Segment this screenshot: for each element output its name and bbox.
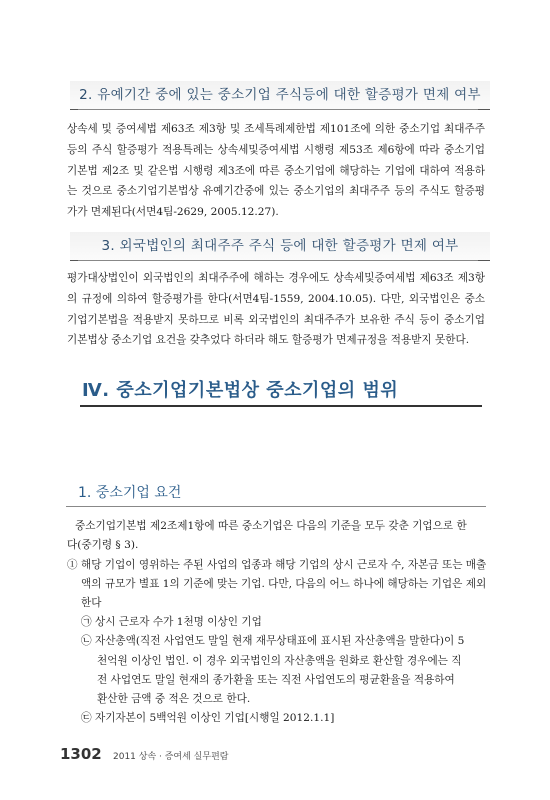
subsection-heading-1: 1. 중소기업 요건 (78, 485, 182, 501)
heading-underline (78, 109, 478, 110)
subsection-underline (66, 506, 486, 507)
sub-item-b-cont: 천억원 이상인 법인. 이 경우 외국법인의 자산총액을 원화로 환산할 경우에는 직 (97, 655, 462, 667)
chapter-underline (80, 405, 482, 407)
list-item-1-cont: 한다 (81, 597, 102, 609)
heading-underline (78, 260, 478, 261)
section-heading-2: 2. 유예기간 중에 있는 중소기업 주식등에 대한 할증평가 면제 여부 (70, 81, 490, 110)
sub-item-a: ㉠ 상시 근로자 수가 1천명 이상인 기업 (81, 616, 262, 628)
list-item-1-cont: 액의 규모가 별표 1의 기준에 맞는 기업. 다만, 다음의 어느 하나에 해당하는 기업은 제외 (81, 578, 487, 590)
chapter-title: Ⅳ. 중소기업기본법상 중소기업의 범위 (82, 380, 399, 401)
sub-item-b-cont: 환산한 금액 중 적은 것으로 한다. (97, 693, 251, 705)
intro-line: 중소기업기본법 제2조제1항에 따른 중소기업은 다음의 기준을 모두 갖춘 기업으로 한 (75, 520, 467, 532)
section-heading-3: 3. 외국법인의 최대주주 주식 등에 대한 할증평가 면제 여부 (70, 232, 490, 261)
book-title: 2011 상속 · 증여세 실무편람 (113, 752, 229, 762)
sub-item-b-cont: 전 사업연도 말일 현재의 종가환율 또는 직전 사업연도의 평균환율을 적용하여 (97, 674, 455, 686)
sub-item-b: ㉡ 자산총액(직전 사업연도 말일 현재 재무상태표에 표시된 자산총액을 말한다)이 5 (81, 635, 465, 647)
section-3-paragraph: 평가대상법인이 외국법인의 최대주주에 해하는 경우에도 상속세및증여세법 제63조 제3항의 규정에 의하여 할증평가를 한다(서면4팀-1559, 2004.10.05). 다만, 외국법인은 중소기업기본법을 적용받지 못하므로 비록 외국법인의 최대주주가 보유한 주식 등이 중소기업기본법상 중소기업 요건을 갖추었다 하더라 해도 할증평가 면제규정을 적용받지 못한다. (67, 272, 485, 347)
section-2-paragraph: 상속세 및 증여세법 제63조 제3항 및 조세특례제한법 제101조에 의한 중소기업 최대주주 등의 주식 할증평가 적용특례는 상속세및증여세법 시행령 제53조 제6항에 따라 중소기업기본법 제2조 및 같은법 시행령 제3조에 따른 중소기업에 해당하는 기업에 대하여 적용하는 것으로 중소기업기본법상 유예기간중에 있는 중소기업의 최대주주 등의 주식도 할증평가가 면제된다(서면4팀-2629, 2005.12.27). (67, 123, 485, 219)
intro-line: 다(중기령 § 3). (67, 539, 139, 551)
sub-item-c: ㉢ 자기자본이 5백억원 이상인 기업[시행일 2012.1.1] (81, 712, 335, 724)
page-number: 1302 (60, 745, 102, 763)
list-item-1: ① 해당 기업이 영위하는 주된 사업의 업종과 해당 기업의 상시 근로자 수, 자본금 또는 매출 (67, 559, 487, 571)
